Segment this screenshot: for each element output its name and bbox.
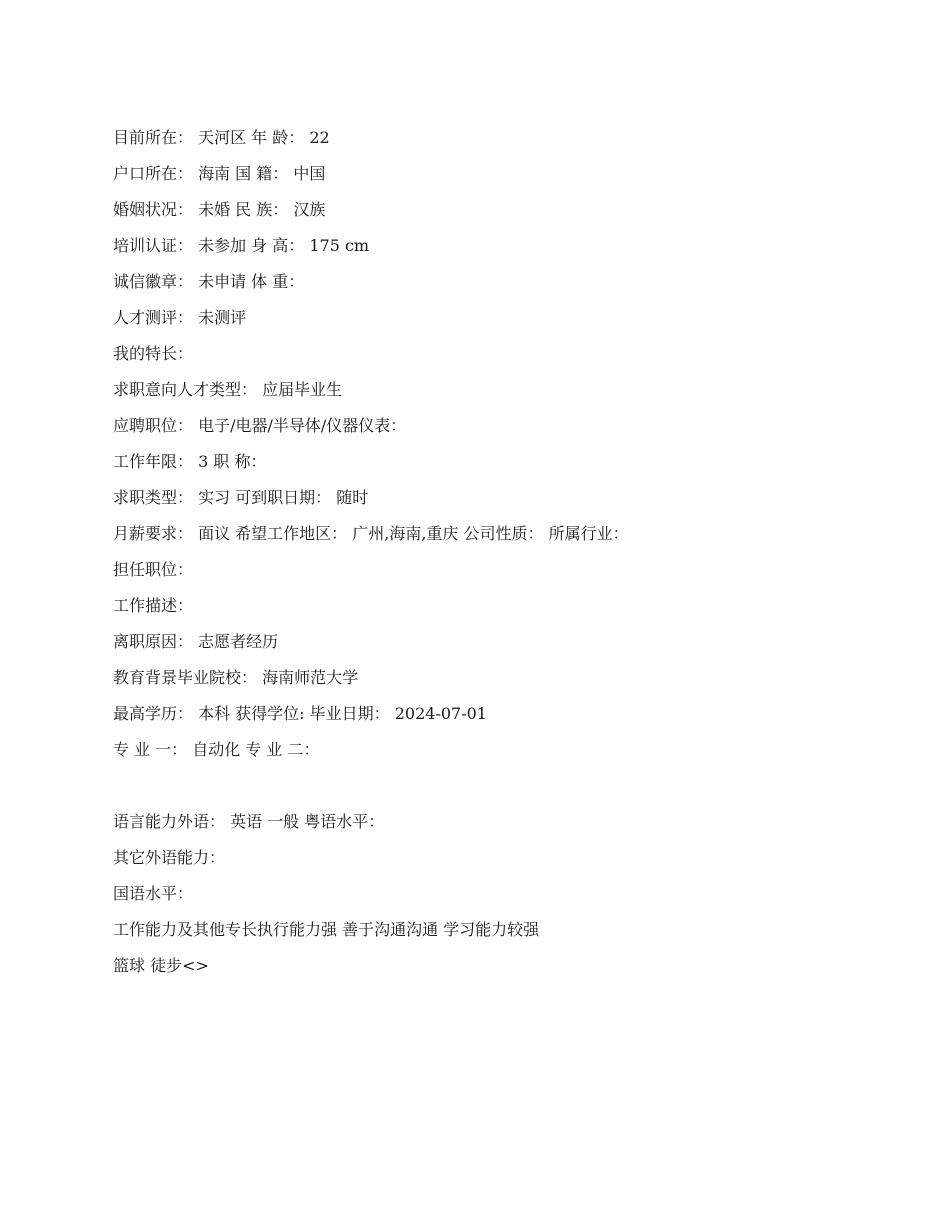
leave-reason-line: 离职原因： 志愿者经历 (113, 632, 279, 651)
education-school-line: 教育背景毕业院校： 海南师范大学 (113, 668, 359, 687)
job-description-line: 工作描述： (113, 596, 194, 615)
major-line: 专 业 一： 自动化 专 业 二： (113, 740, 320, 759)
other-language-line: 其它外语能力： (113, 848, 226, 867)
resume-content (113, 120, 893, 984)
hukou-nationality-line: 户口所在： 海南 国 籍： 中国 (113, 164, 326, 183)
salary-region-line: 月薪要求： 面议 希望工作地区： 广州,海南,重庆 公司性质： 所属行业： (113, 524, 629, 543)
marital-ethnicity-line: 婚姻状况： 未婚 民 族： 汉族 (113, 200, 326, 219)
credit-weight-line: 诚信徽章： 未申请 体 重： (113, 272, 305, 291)
abilities-line: 工作能力及其他专长执行能力强 善于沟通沟通 学习能力较强 (113, 920, 540, 939)
specialty-line: 我的特长： (113, 344, 194, 363)
applied-position-line: 应聘职位： 电子/电器/半导体/仪器仪表： (113, 416, 407, 435)
talent-type-line: 求职意向人才类型： 应届毕业生 (113, 380, 343, 399)
blank-line (113, 768, 893, 804)
current-location-age-line: 目前所在： 天河区 年 龄： 22 (113, 128, 330, 147)
work-years-title-line: 工作年限： 3 职 称： (113, 452, 267, 471)
degree-graduation-line: 最高学历： 本科 获得学位: 毕业日期： 2024-07-01 (113, 704, 487, 723)
mandarin-level-line: 国语水平： (113, 884, 194, 903)
language-foreign-line: 语言能力外语： 英语 一般 粤语水平： (113, 812, 385, 831)
hobbies-line: 篮球 徒步<> (113, 956, 209, 975)
position-held-line: 担任职位： (113, 560, 194, 579)
job-type-availability-line: 求职类型： 实习 可到职日期： 随时 (113, 488, 369, 507)
training-height-line: 培训认证： 未参加 身 高： 175 cm (113, 236, 370, 255)
talent-assessment-line: 人才测评： 未测评 (113, 308, 247, 327)
